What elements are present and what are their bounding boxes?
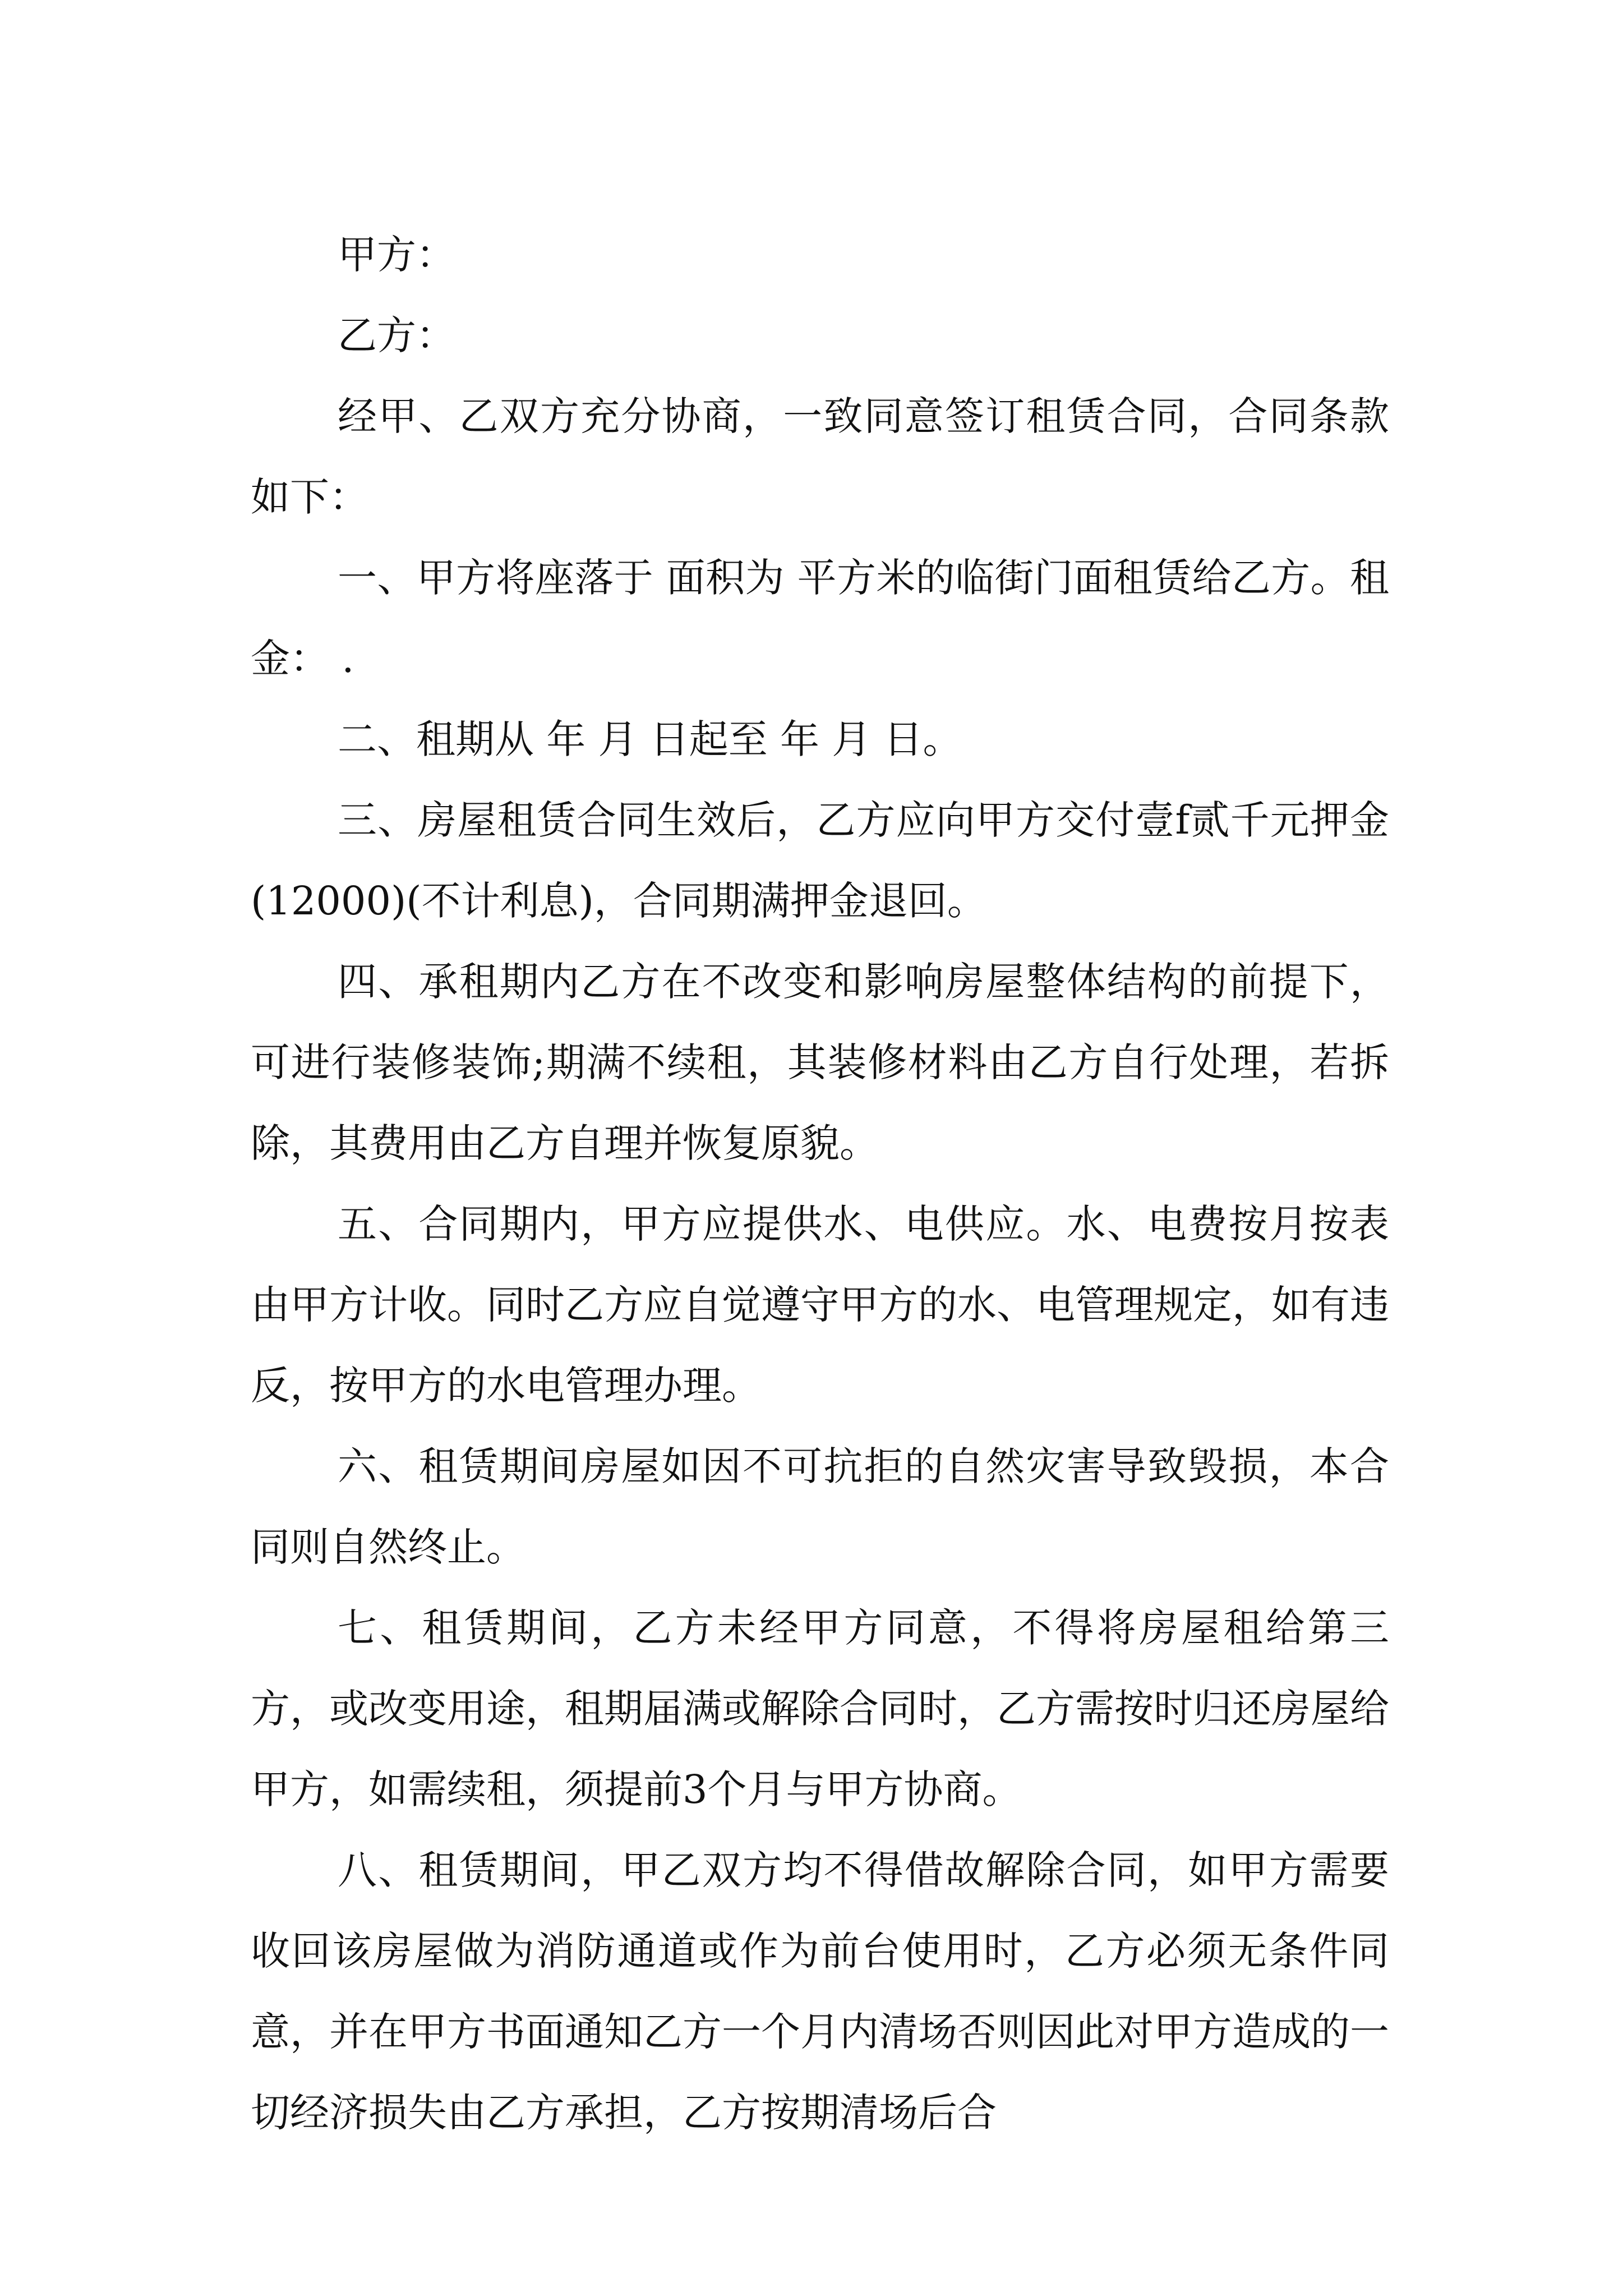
clause-1: 一、甲方将座落于 面积为 平方米的临街门面租赁给乙方。租金： . xyxy=(251,555,1389,682)
clause-3: 三、房屋租赁合同生效后，乙方应向甲方交付壹f贰千元押金(12000)(不计利息)，合同期满押金退回。 xyxy=(251,797,1389,924)
clause-7: 七、租赁期间，乙方未经甲方同意，不得将房屋租给第三方，或改变用途，租期届满或解除合同时，乙方需按时归还房屋给甲方，如需续租，须提前3个月与甲方协商。 xyxy=(251,1605,1389,1812)
clause-6: 六、租赁期间房屋如因不可抗拒的自然灾害导致毁损，本合同则自然终止。 xyxy=(251,1443,1389,1570)
clause-4: 四、承租期内乙方在不改变和影响房屋整体结构的前提下，可进行装修装饰;期满不续租，其装修材料由乙方自行处理，若拆除，其费用由乙方自理并恢复原貌。 xyxy=(251,959,1389,1166)
party-a-line: 甲方： xyxy=(338,232,455,278)
clause-2: 二、租期从 年 月 日起至 年 月 日。 xyxy=(338,716,962,762)
intro-paragraph: 经甲、乙双方充分协商，一致同意签订租赁合同，合同条款如下： xyxy=(251,393,1389,520)
clause-8: 八、租赁期间，甲乙双方均不得借故解除合同，如甲方需要收回该房屋做为消防通道或作为前台使用时，乙方必须无条件同意，并在甲方书面通知乙方一个月内清场否则因此对甲方造成的一切经济损失由乙方承担，乙方按期清场后合 xyxy=(251,1847,1389,2136)
party-b-line: 乙方： xyxy=(338,312,455,358)
document-body xyxy=(251,214,1389,2153)
clause-5: 五、合同期内，甲方应提供水、电供应。水、电费按月按表由甲方计收。同时乙方应自觉遵守甲方的水、电管理规定，如有违反，按甲方的水电管理办理。 xyxy=(251,1201,1389,1409)
